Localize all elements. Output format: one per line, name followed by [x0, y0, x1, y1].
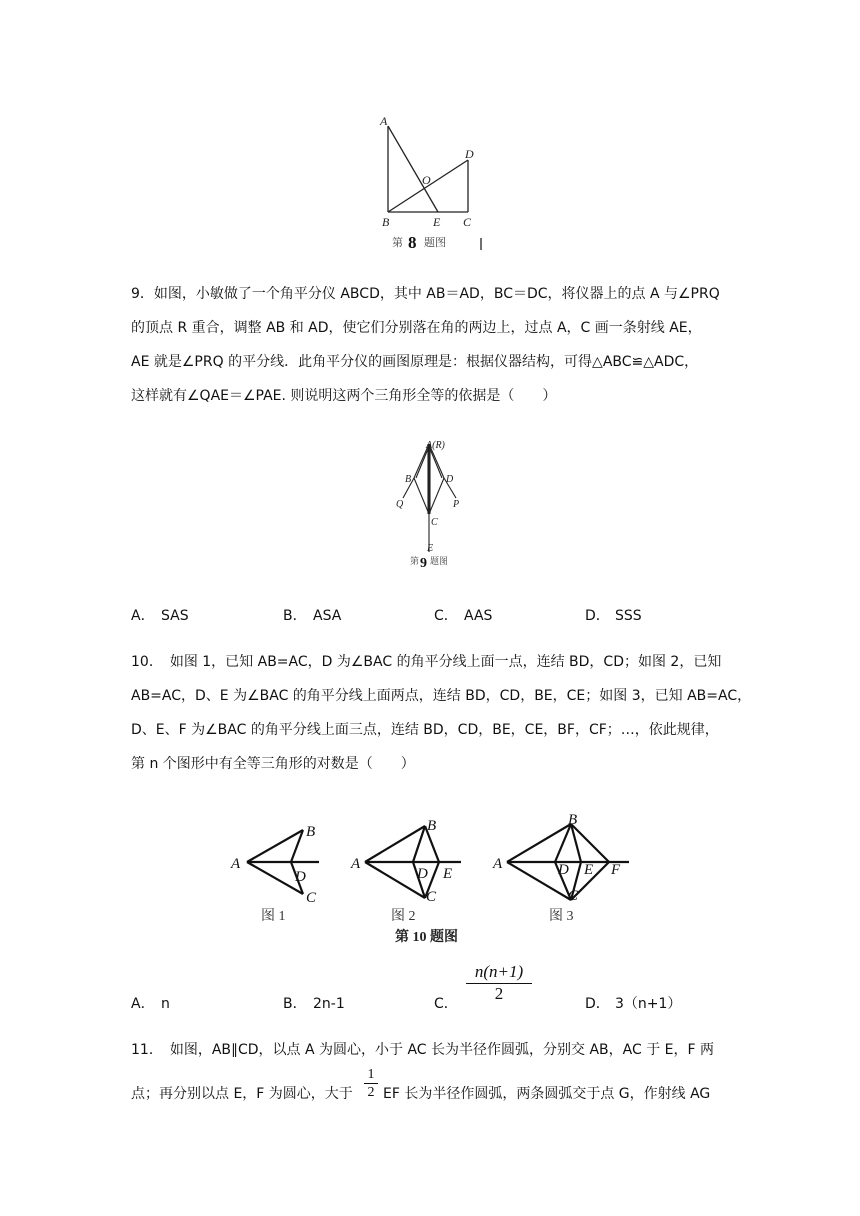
q10-line-4: 第 n 个图形中有全等三角形的对数是（ ）	[131, 756, 415, 772]
fig9-label-ar: A(R)	[426, 440, 445, 451]
q11-line-2-post: EF 长为半径作圆弧，两条圆弧交于点 G，作射线 AG	[383, 1086, 711, 1102]
fig10-3-label-a: A	[493, 856, 503, 872]
fig10-2-label-a: A	[351, 856, 361, 872]
q9-option-d-text: SSS	[615, 608, 642, 624]
fig9-label-d: D	[446, 474, 454, 485]
q10-line-2: AB=AC，D、E 为∠BAC 的角平分线上面两点，连结 BD，CD，BE，CE；如图 3，已知 AB=AC，	[131, 688, 752, 704]
fig9-label-b: B	[405, 474, 412, 485]
fig10-1-label-a: A	[231, 856, 241, 872]
q10-option-b-text: 2n-1	[313, 996, 345, 1012]
q9-option-c-text: AAS	[464, 608, 493, 624]
q10-option-c-denominator: 2	[494, 984, 504, 1003]
fig8-label-d: D	[465, 147, 474, 161]
q9-option-c-letter: C．	[434, 608, 458, 624]
fig10-3-label-f: F	[611, 862, 621, 878]
q9-option-a-text: SAS	[161, 608, 189, 624]
q11-fraction-denominator: 2	[367, 1085, 375, 1100]
q9-line-1: 9．如图，小敏做了一个角平分仪 ABCD，其中 AB＝AD，BC＝DC，将仪器上的点 A 与∠PRQ	[131, 286, 720, 302]
fig8-caption-num: 8	[408, 233, 417, 252]
fig10-sub3-caption: 图 3	[549, 909, 574, 924]
fig10-3-label-b: B	[568, 812, 578, 828]
q11-line-2-pre: 点；再分别以点 E，F 为圆心，大于	[131, 1086, 353, 1102]
q9-option-b-text: ASA	[313, 608, 342, 624]
fig10-1-label-b: B	[306, 824, 316, 840]
fig10-3-label-e: E	[584, 862, 594, 878]
fig10-3-label-d: D	[558, 862, 569, 878]
q11-fraction-numerator: 1	[367, 1067, 375, 1082]
fig10-1-label-d: D	[295, 869, 306, 885]
q9-line-3: AE 就是∠PRQ 的平分线．此角平分仪的画图原理是：根据仪器结构，可得△ABC≌△ADC，	[131, 354, 699, 370]
q9-option-b-letter: B．	[283, 608, 307, 624]
fig10-2-label-d: D	[417, 866, 428, 882]
fig10-2-label-b: B	[427, 818, 437, 834]
fig10-caption: 第 10 题图	[395, 930, 458, 945]
q10-option-a-text: n	[161, 996, 170, 1012]
q9-option-d-letter: D．	[585, 608, 610, 624]
fig9-caption-num: 9	[420, 556, 427, 571]
figure-10-diagram	[225, 808, 645, 948]
q10-option-c-numerator: n(n+1)	[474, 962, 524, 981]
q11-line-1: 11． 如图，AB∥CD，以点 A 为圆心，小于 AC 长为半径作圆弧，分别交 AB，AC 于 E，F 两	[131, 1042, 715, 1058]
fig8-label-o: O	[422, 173, 431, 187]
figure-9-diagram	[390, 430, 480, 572]
q9-option-a-letter: A．	[131, 608, 155, 624]
figure-8	[370, 108, 500, 256]
figure-10	[225, 808, 645, 948]
fig8-label-a: A	[380, 114, 388, 128]
q10-option-b-letter: B．	[283, 996, 307, 1012]
fig9-label-e: E	[427, 543, 434, 554]
fig8-label-e: E	[433, 215, 441, 229]
fig8-caption-prefix: 第	[392, 237, 403, 249]
q10-option-c-fraction	[464, 962, 534, 1004]
q10-line-1: 10． 如图 1，已知 AB=AC，D 为∠BAC 的角平分线上面一点，连结 BD，CD；如图 2，已知	[131, 654, 722, 670]
q9-line-4: 这样就有∠QAE＝∠PAE. 则说明这两个三角形全等的依据是（ ）	[131, 388, 557, 404]
fig10-3-label-c: C	[568, 888, 579, 904]
q9-line-2: 的顶点 R 重合，调整 AB 和 AD，使它们分别落在角的两边上，过点 A，C 画一条射线 AE，	[131, 320, 702, 336]
q10-option-a-letter: A．	[131, 996, 155, 1012]
fig9-caption-suffix: 题图	[430, 556, 449, 566]
figure-8-diagram	[370, 108, 500, 256]
fig10-sub2-caption: 图 2	[391, 909, 416, 924]
fig10-sub2-shape	[365, 826, 461, 898]
q11-fraction	[364, 1066, 378, 1101]
fig9-label-p: P	[453, 499, 460, 510]
q10-line-3: D、E、F 为∠BAC 的角平分线上面三点，连结 BD，CD，BE，CE，BF，CF；…，依此规律，	[131, 722, 719, 738]
q10-option-d-letter: D．	[585, 996, 610, 1012]
fig10-sub1-caption: 图 1	[261, 909, 286, 924]
figure-9	[390, 430, 480, 572]
fig9-caption-prefix: 第	[410, 556, 420, 566]
fig10-2-label-e: E	[443, 866, 453, 882]
q10-option-c-letter: C．	[434, 996, 458, 1012]
fig10-1-label-c: C	[306, 890, 317, 906]
fig9-label-c: C	[431, 517, 438, 528]
fig8-label-c: C	[463, 215, 472, 229]
fig9-label-q: Q	[396, 499, 404, 510]
q10-option-d-text: 3（n+1）	[615, 996, 682, 1012]
fig8-caption-suffix: 题图	[424, 237, 446, 249]
fig8-label-b: B	[382, 215, 390, 229]
fig10-2-label-c: C	[426, 889, 437, 905]
